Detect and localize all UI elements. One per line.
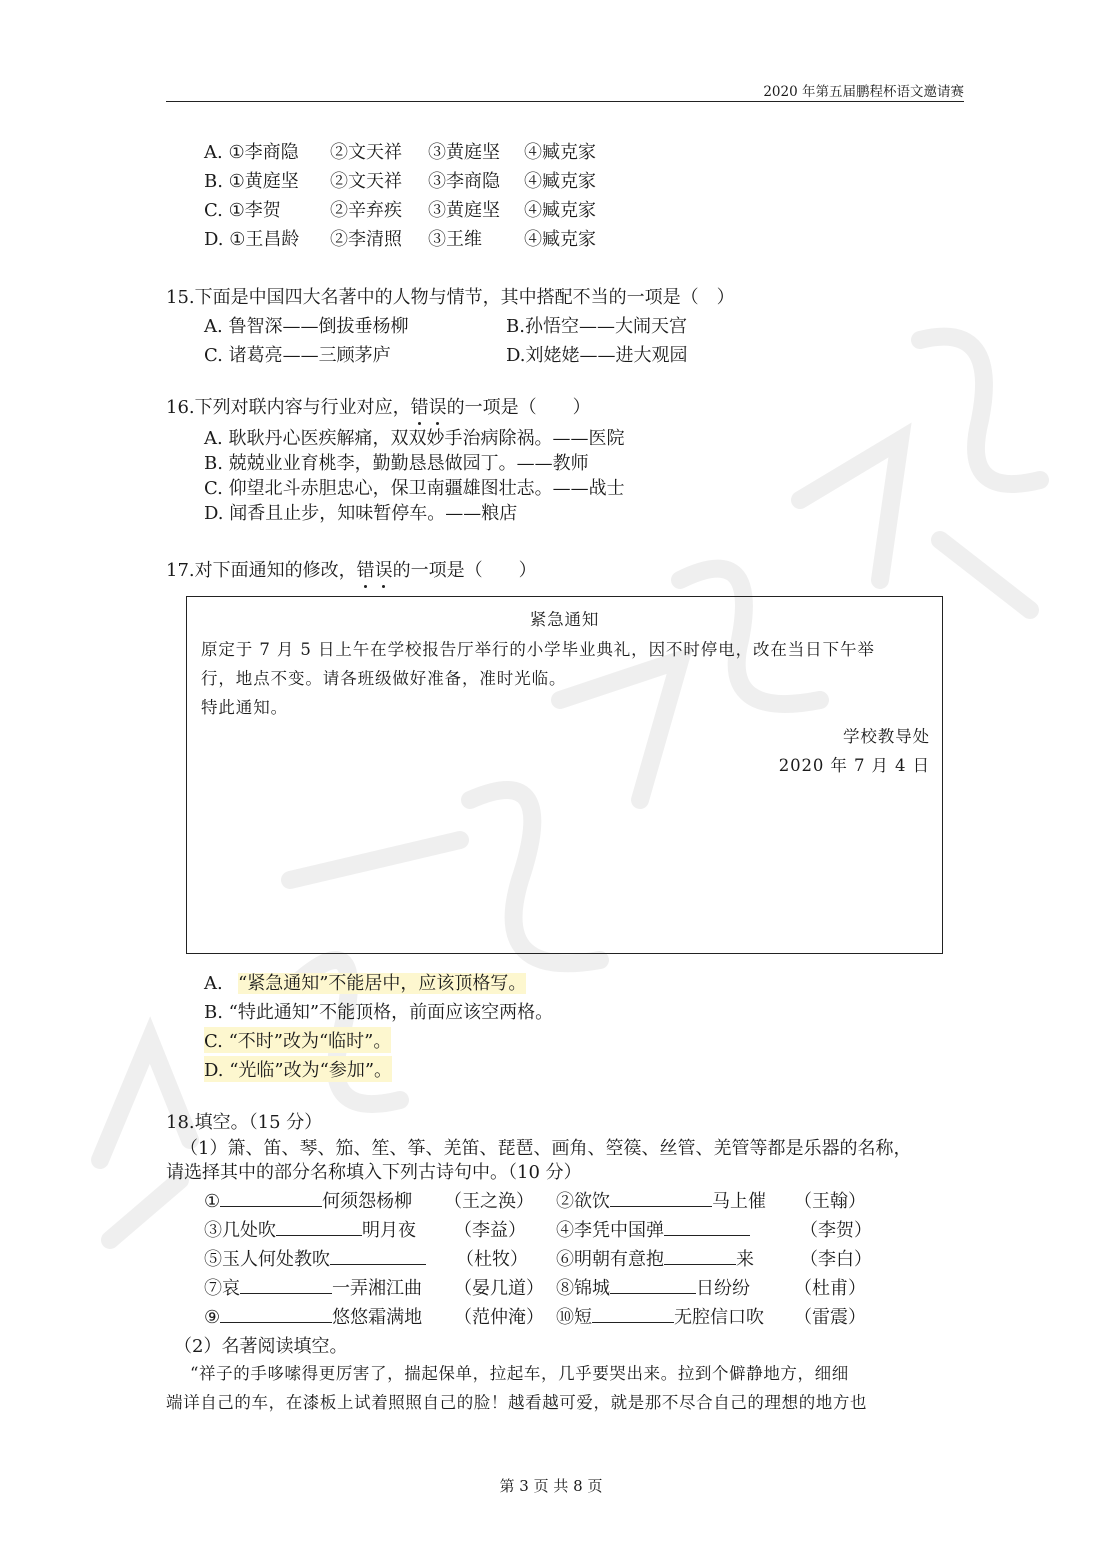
q18-8-author: （杜甫）	[794, 1278, 866, 1299]
q18-10-author: （雷震）	[794, 1307, 866, 1328]
notice-body-line1: 原定于 7 月 5 日上午在学校报告厅举行的小学毕业典礼，因不时停电，改在当日下午举	[201, 640, 875, 659]
q17-option-a: A. “紧急通知”不能居中，应该顶格写。	[204, 973, 527, 994]
answer-blank-10[interactable]	[592, 1304, 674, 1323]
q17-option-a-text: “紧急通知”不能居中，应该顶格写。	[238, 973, 527, 994]
q18-7-author: （晏几道）	[454, 1278, 544, 1299]
q18-row-4	[204, 1274, 964, 1298]
q15-option-b: B.孙悟空——大闹天宫	[506, 316, 687, 337]
q18-6-pre: ⑥明朝有意抱	[556, 1249, 664, 1270]
q18-1-author: （王之涣）	[444, 1191, 534, 1212]
q18-6-author: （李白）	[800, 1249, 872, 1270]
answer-blank-3[interactable]	[276, 1217, 362, 1236]
q17-option-d: D. “光临”改为“参加”。	[204, 1056, 392, 1082]
q18-stem: 18.填空。（15 分）	[166, 1112, 323, 1133]
q18-8-pre: ⑧锦城	[556, 1278, 610, 1299]
q14-option-b	[204, 167, 596, 193]
q14-c-1: C. ①李贺	[204, 200, 281, 221]
q18-7-pre: ⑦哀	[204, 1278, 240, 1299]
answer-blank-8[interactable]	[610, 1275, 696, 1294]
q18-1-pre: ①	[204, 1191, 221, 1212]
q14-c-4: ④臧克家	[524, 200, 596, 221]
q15-option-c: C. 诸葛亮——三顾茅庐	[204, 345, 391, 366]
q18-2-pre: ②欲饮	[556, 1191, 610, 1212]
q17-option-b: B. “特此通知”不能顶格，前面应该空两格。	[204, 1002, 554, 1023]
q14-c-2: ②辛弃疾	[330, 200, 402, 221]
q18-row-5	[204, 1303, 964, 1327]
q16-option-b: B. 兢兢业业育桃李，勤勤恳恳做园丁。——教师	[204, 453, 589, 474]
q14-option-a	[204, 138, 596, 164]
q14-d-2: ②李清照	[330, 229, 402, 250]
q14-d-4: ④臧克家	[524, 229, 596, 250]
answer-blank-7[interactable]	[240, 1275, 332, 1294]
answer-blank-9[interactable]	[220, 1304, 332, 1323]
notice-closing: 特此通知。	[201, 698, 288, 717]
notice-title: 紧急通知	[529, 610, 600, 629]
q15-option-d: D.刘姥姥——进大观园	[506, 345, 688, 366]
q14-d-1: D. ①王昌龄	[204, 229, 300, 250]
answer-blank-2[interactable]	[610, 1188, 712, 1207]
q18-2-post: 马上催	[712, 1191, 766, 1212]
q14-a-3: ③黄庭坚	[428, 142, 500, 163]
notice-signature: 学校教导处	[843, 727, 930, 746]
q14-a-1: A. ①李商隐	[204, 142, 299, 163]
answer-blank-1[interactable]	[220, 1188, 322, 1207]
answer-blank-4[interactable]	[664, 1217, 750, 1236]
q16-stem	[166, 393, 591, 419]
q18-9-pre: ⑨	[204, 1307, 221, 1328]
page-footer: 第 3 页 共 8 页	[499, 1477, 603, 1495]
q16-stem-pre: 16.下列对联内容与行业对应，	[166, 397, 411, 418]
q18-3-author: （李益）	[454, 1220, 526, 1241]
q18-1-post: 何须怨杨柳	[322, 1191, 413, 1212]
page-header-title: 2020 年第五届鹏程杯语文邀请赛	[763, 84, 964, 100]
q14-b-1: B. ①黄庭坚	[204, 171, 299, 192]
q18-9-author: （范仲淹）	[454, 1307, 544, 1328]
q18-9-post: 悠悠霜满地	[332, 1307, 423, 1328]
q17-option-c: C. “不时”改为“临时”。	[204, 1027, 391, 1053]
header-divider	[166, 101, 964, 102]
q14-d-3: ③王维	[428, 229, 482, 250]
q18-4-pre: ④李凭中国弹	[556, 1220, 664, 1241]
q18-row-2	[204, 1216, 964, 1240]
q14-a-4: ④臧克家	[524, 142, 596, 163]
q17-emphasis-2: 误	[374, 560, 393, 581]
q14-b-3: ③李商隐	[428, 171, 500, 192]
q18-7-post: 一弄湘江曲	[332, 1278, 422, 1299]
q14-option-c	[204, 196, 596, 222]
q18-2-author: （王翰）	[794, 1191, 866, 1212]
q18-4-author: （李贺）	[800, 1220, 872, 1241]
q18-3-post: 明月夜	[362, 1220, 416, 1241]
q16-stem-post: 的一项是（ ）	[446, 397, 591, 418]
answer-blank-6[interactable]	[664, 1246, 736, 1265]
q17-stem-pre: 17.对下面通知的修改，	[166, 560, 357, 581]
reading-paragraph-line2: 端详自己的车，在漆板上试着照照自己的脸！越看越可爱，就是那不尽合自己的理想的地方也	[166, 1393, 868, 1412]
q18-3-pre: ③几处吹	[204, 1220, 276, 1241]
reading-paragraph-line1: “祥子的手哆嗦得更厉害了，揣起保单，拉起车，几乎要哭出来。拉到个僻静地方，细细	[190, 1364, 849, 1383]
answer-blank-5[interactable]	[330, 1246, 426, 1265]
q14-c-3: ③黄庭坚	[428, 200, 500, 221]
q16-emphasis-1: 错	[410, 397, 429, 418]
q18-8-post: 日纷纷	[696, 1278, 750, 1299]
q16-option-a: A. 耿耿丹心医疾解痛，双双妙手治病除祸。——医院	[204, 428, 625, 449]
q14-b-2: ②文天祥	[330, 171, 402, 192]
q16-emphasis-2: 误	[428, 397, 447, 418]
q18-5-pre: ⑤玉人何处教吹	[204, 1249, 330, 1270]
q18-part2: （2）名著阅读填空。	[174, 1336, 348, 1357]
q15-stem: 15.下面是中国四大名著中的人物与情节，其中搭配不当的一项是（ ）	[166, 287, 735, 308]
q16-option-c: C. 仰望北斗赤胆忠心，保卫南疆雄图壮志。——战士	[204, 478, 625, 499]
notice-date: 2020 年 7 月 4 日	[778, 756, 930, 775]
q18-5-author: （杜牧）	[456, 1249, 528, 1270]
q15-option-a: A. 鲁智深——倒拔垂杨柳	[204, 316, 409, 337]
q17-emphasis-1: 错	[356, 560, 375, 581]
q18-10-pre: ⑩短	[556, 1307, 592, 1328]
q18-part1-line1: （1）箫、笛、琴、笳、笙、筝、羌笛、琵琶、画角、箜篌、丝管、羌管等都是乐器的名称，	[180, 1138, 912, 1159]
q16-option-d: D. 闻香且止步，知味暂停车。——粮店	[204, 503, 518, 524]
q18-row-3	[204, 1245, 964, 1269]
notice-body-line2: 行，地点不变。请各班级做好准备，准时光临。	[201, 669, 567, 688]
q14-option-d	[204, 225, 596, 251]
q18-10-post: 无腔信口吹	[674, 1307, 764, 1328]
q14-b-4: ④臧克家	[524, 171, 596, 192]
q17-stem-post: 的一项是（ ）	[392, 560, 537, 581]
q18-6-post: 来	[736, 1249, 754, 1270]
q18-row-1	[204, 1187, 964, 1211]
q18-part1-line2: 请选择其中的部分名称填入下列古诗句中。（10 分）	[166, 1162, 582, 1183]
q14-a-2: ②文天祥	[330, 142, 402, 163]
q17-stem	[166, 556, 537, 582]
